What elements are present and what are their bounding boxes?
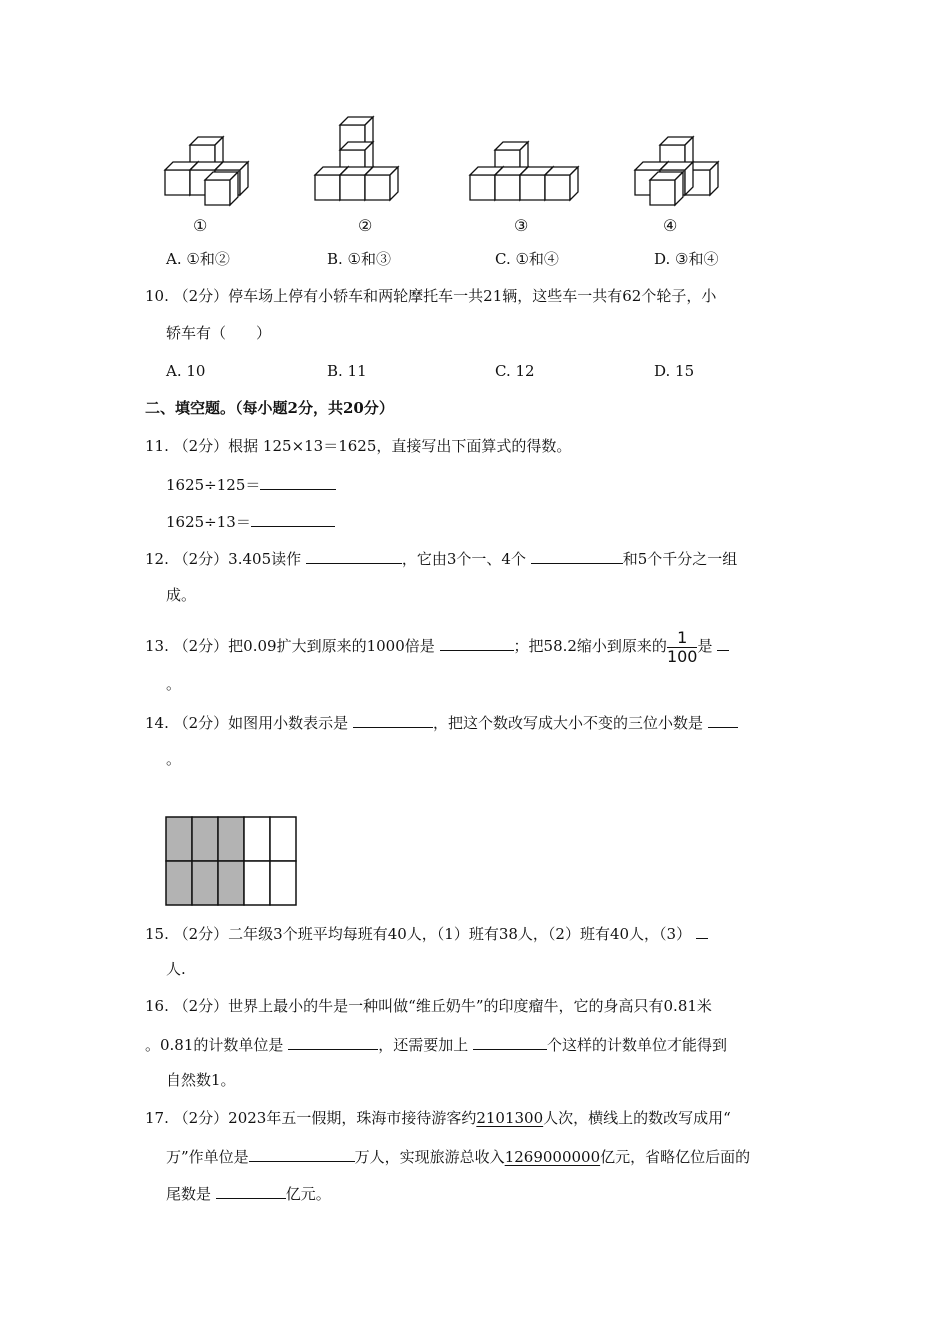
q14-answer-1[interactable] [353, 711, 433, 728]
q17-line-3 [166, 1182, 331, 1204]
q14-answer-2[interactable] [708, 711, 738, 728]
q12-text-2: ，它由3个一、4个 [401, 550, 526, 568]
q9-option-b[interactable]: B. ①和③ [327, 250, 392, 268]
q16-line-3: 自然数1。 [166, 1071, 236, 1089]
q11-answer-2[interactable] [251, 510, 335, 527]
q9-option-d[interactable]: D. ③和④ [654, 250, 719, 268]
q12-text-3: 和5个千分之一组 [622, 550, 738, 568]
q17-text-3: 万”作单位是 [166, 1148, 249, 1166]
q17-text-7: 亿元。 [285, 1185, 331, 1203]
figure-label-1: ① [193, 216, 208, 235]
section-title: 二、填空题。（每小题2分，共20分） [145, 399, 394, 417]
q11-stem-text: 11. （2分）根据 125×13＝1625，直接写出下面算式的得数。 [145, 437, 572, 455]
q10-option-c[interactable]: C. 12 [495, 362, 535, 380]
q13-line-2: 。 [166, 675, 182, 693]
q9-option-c[interactable]: C. ①和④ [495, 250, 559, 268]
grid-cell-shaded [218, 861, 244, 905]
q13-answer-1[interactable] [440, 634, 514, 651]
grid-cell-shaded [192, 861, 218, 905]
q11-answer-1[interactable] [260, 473, 336, 490]
q17-text-6: 尾数是 [166, 1185, 212, 1203]
figure-2 [315, 117, 398, 200]
q16-answer-2[interactable] [473, 1033, 547, 1050]
q13-line-1 [145, 625, 729, 667]
cube-figures [150, 110, 750, 215]
q10-option-a[interactable]: A. 10 [166, 362, 206, 380]
q16-answer-1[interactable] [288, 1033, 378, 1050]
figure-label-4: ④ [663, 216, 678, 235]
q10-stem: 10. （2分）停车场上停有小轿车和两轮摩托车一共21辆，这些车一共有62个轮子，小 [145, 287, 717, 305]
q16-line-1: 16. （2分）世界上最小的牛是一种叫做“维丘奶牛”的印度瘤牛，它的身高只有0.81米 [145, 997, 712, 1015]
q12-line-1 [145, 547, 737, 569]
q14-line-2: 。 [166, 750, 182, 768]
q13-answer-2[interactable] [717, 634, 729, 651]
decimal-grid-figure [165, 816, 297, 906]
q13-text-2: ；把58.2缩小到原来的 [513, 637, 667, 655]
q15-line-2: 人. [166, 960, 186, 978]
q12-answer-2[interactable] [531, 547, 623, 564]
q17-number-2: 1269000000 [504, 1148, 601, 1166]
q15-answer[interactable] [696, 922, 708, 939]
q14-line-1 [145, 711, 738, 733]
q15-line-1 [145, 922, 708, 944]
q17-text-2: 人次，横线上的数改写成用“ [543, 1109, 731, 1127]
q17-text-5: 亿元，省略亿位后面的 [600, 1148, 751, 1166]
q12-line-2: 成。 [166, 586, 197, 604]
q16-text-1: 。0.81的计数单位是 [145, 1036, 284, 1054]
grid-cell-shaded [192, 817, 218, 861]
fraction-1-over-100 [667, 629, 698, 666]
grid-cell-empty [244, 817, 270, 861]
q17-line-1 [145, 1108, 731, 1128]
q17-text-1: 17. （2分）2023年五一假期，珠海市接待游客约 [145, 1109, 477, 1127]
figure-4 [635, 137, 718, 205]
q17-text-4: 万人，实现旅游总收入 [354, 1148, 505, 1166]
grid-cell-shaded [166, 817, 192, 861]
grid-cell-empty [244, 861, 270, 905]
q14-text-1: 14. （2分）如图用小数表示是 [145, 714, 349, 732]
figure-3 [470, 142, 578, 200]
q12-text-1: 12. （2分）3.405读作 [145, 550, 302, 568]
grid-cell-shaded [166, 861, 192, 905]
q17-answer-2[interactable] [216, 1182, 286, 1199]
q11-expr-1-text: 1625÷125＝ [166, 476, 261, 494]
figure-label-3: ③ [514, 216, 529, 235]
fraction-denominator: 100 [666, 646, 698, 666]
figure-label-2: ② [358, 216, 373, 235]
grid-cell-empty [270, 861, 296, 905]
fraction-numerator: 1 [667, 629, 698, 648]
q16-text-2: ，还需要加上 [378, 1036, 469, 1054]
q11-expr-2 [166, 510, 335, 532]
q14-text-2: ，把这个数改写成大小不变的三位小数是 [432, 714, 703, 732]
q9-option-a[interactable]: A. ①和② [166, 250, 230, 268]
q11-expr-2-text: 1625÷13＝ [166, 513, 251, 531]
q11-stem [145, 436, 571, 456]
q16-line-2 [145, 1033, 727, 1055]
q10-option-d[interactable]: D. 15 [654, 362, 695, 380]
q10-stem-cont: 轿车有（ ） [166, 324, 272, 342]
q17-answer-1[interactable] [249, 1145, 355, 1162]
q13-text-1: 13. （2分）把0.09扩大到原来的1000倍是 [145, 637, 435, 655]
figure-1 [165, 137, 248, 205]
q16-text-3: 个这样的计数单位才能得到 [546, 1036, 727, 1054]
q12-answer-1[interactable] [306, 547, 402, 564]
q11-expr-1 [166, 473, 336, 495]
q13-text-3: 是 [697, 637, 713, 655]
q10-option-b[interactable]: B. 11 [327, 362, 367, 380]
q17-number-1: 2101300 [476, 1109, 544, 1127]
grid-cell-empty [270, 817, 296, 861]
q15-text-1: 15. （2分）二年级3个班平均每班有40人，（1）班有38人，（2）班有40人，（3） [145, 925, 692, 943]
grid-cell-shaded [218, 817, 244, 861]
q17-line-2 [166, 1145, 750, 1167]
